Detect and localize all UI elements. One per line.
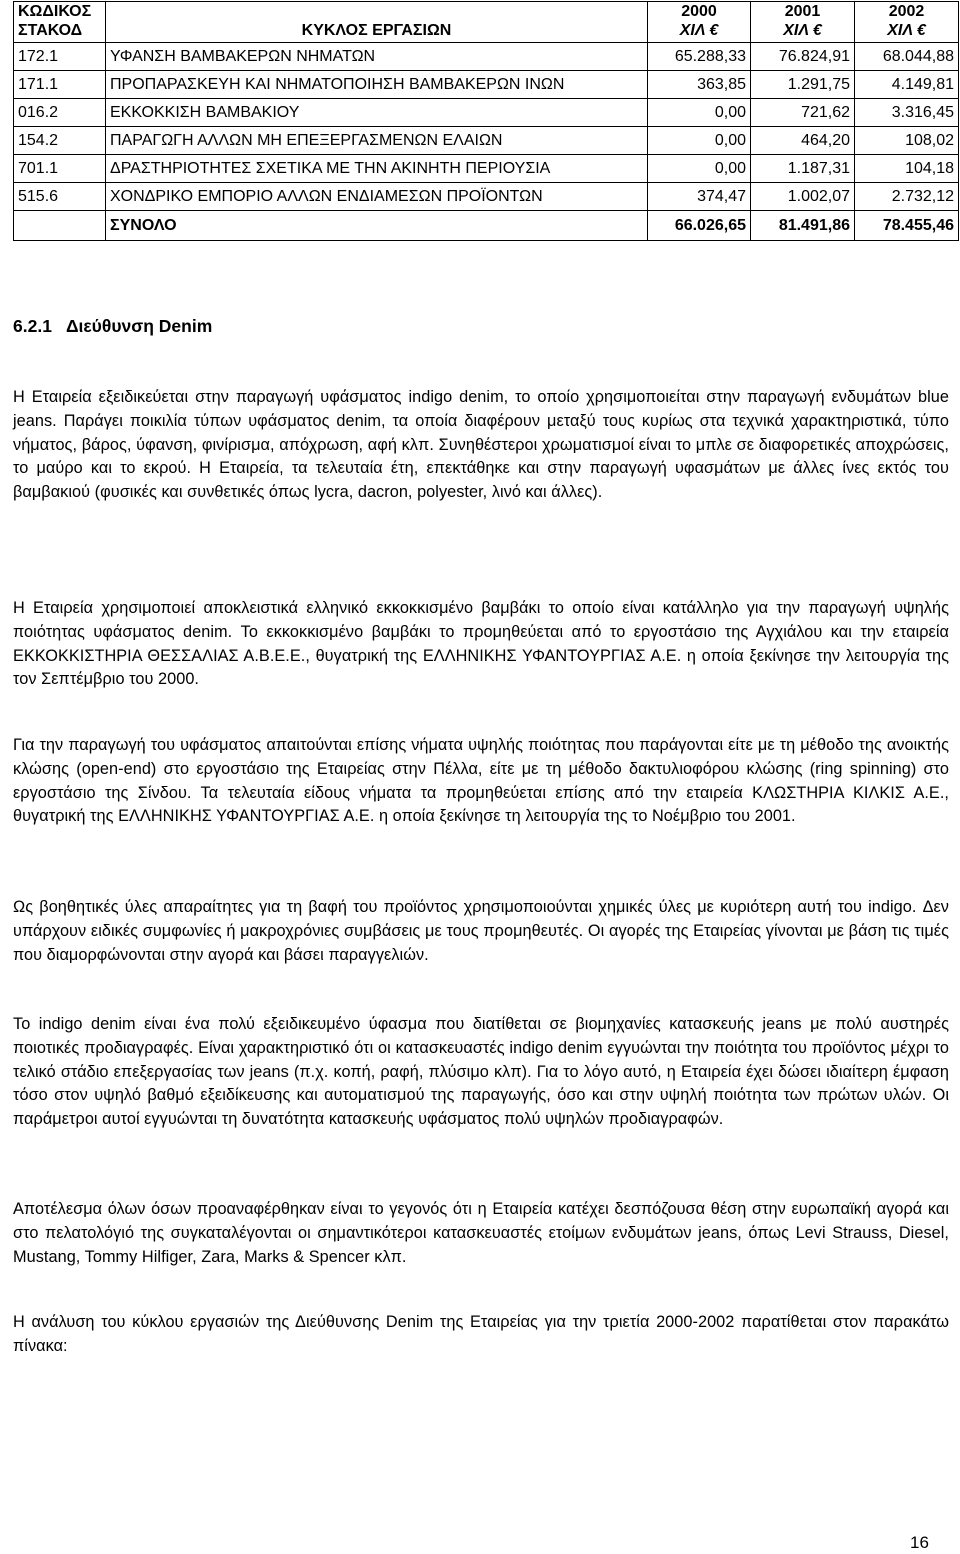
table-row [14,183,959,211]
section-title: Διεύθυνση Denim [65,316,213,336]
header-year-label: 2002 [888,3,925,20]
table-row [14,127,959,155]
row-value-2001: 1.002,07 [751,183,855,211]
row-value-2002: 68.044,88 [855,43,959,71]
paragraph-yarns: Για την παραγωγή του υφάσματος απαιτούνται επίσης νήματα υψηλής ποιότητας που παράγονται είτε με τη μέθοδο της ανοικτής κλώσης (open-end) στο εργοστάσιο της Εταιρείας στην Πέλλα, είτε με τη μέθοδο δακτυλιοφόρου κλώσης (ring spinning) στο εργοστάσιο της Σίνδου. Τα τελευταία είδους νήματα τα προμηθεύεται επίσης από την εταιρεία ΚΛΩΣΤΗΡΙΑ ΚΙΛΚΙΣ Α.Ε., θυγατρική της ΕΛΛΗΝΙΚΗΣ ΥΦΑΝΤΟΥΡΓΙΑΣ Α.Ε. η οποία ξεκίνησε τη λειτουργία της το Νοέμβριο του 2001. [13,736,949,826]
paragraph-quality: Το indigo denim είναι ένα πολύ εξειδικευμένο ύφασμα που διατίθεται σε βιομηχανίες κατασκευής jeans με πολύ αυστηρές ποιοτικές προδιαγραφές. Είναι χαρακτηριστικό ότι οι κατασκευαστές indigo denim εγγυώνται την ποιότητα του προϊόντος μέχρι το τελικό στάδιο επεξεργασίας των jeans (π.χ. κοπή, ραφή, πλύσιμο κλπ). Για το λόγο αυτό, η Εταιρεία έχει δώσει ιδιαίτερη έμφαση τόσο στον υψηλό βαθμό εξειδίκευσης και αυτοματισμού της παραγωγής, όσο και στην υψηλή ποιότητα των πρώτων υλών. Οι παράμετροι αυτοί εγγυώνται τη δυνατότητα κατασκευής υφάσματος πολύ υψηλών προδιαγραφών. [13,1015,949,1129]
row-value-2000: 0,00 [648,155,751,183]
page-number: 16 [910,1533,929,1552]
table-row [14,99,959,127]
row-value-2001: 721,62 [751,99,855,127]
row-description: ΔΡΑΣΤΗΡΙΟΤΗΤΕΣ ΣΧΕΤΙΚΑ ΜΕ ΤΗΝ ΑΚΙΝΗΤΗ ΠΕΡΙΟΥΣΙΑ [106,155,648,183]
total-value-2001: 81.491,86 [751,211,855,241]
total-label: ΣΥΝΟΛΟ [106,211,648,241]
header-unit-label: ΧΙΛ € [887,22,926,39]
table-total-row [14,211,959,241]
row-code: 701.1 [14,155,106,183]
row-value-2002: 104,18 [855,155,959,183]
table-row [14,71,959,99]
header-unit-label: ΧΙΛ € [679,22,719,39]
paragraph-customers: Αποτέλεσμα όλων όσων προαναφέρθηκαν είναι το γεγονός ότι η Εταιρεία κατέχει δεσπόζουσα θέση στην ευρωπαϊκή αγορά και στο πελατολόγιό της συγκαταλέγονται οι σημαντικότεροι κατασκευαστές ετοίμων ενδυμάτων jeans, όπως Levi Strauss, Diesel, Mustang, Tommy Hilfiger, Zara, Marks & Spencer κλπ. [13,1200,949,1266]
row-value-2001: 464,20 [751,127,855,155]
row-value-2000: 65.288,33 [648,43,751,71]
row-description: ΥΦΑΝΣΗ ΒΑΜΒΑΚΕΡΩΝ ΝΗΜΑΤΩΝ [106,43,648,71]
total-value-2002: 78.455,46 [855,211,959,241]
row-value-2000: 363,85 [648,71,751,99]
row-value-2002: 3.316,45 [855,99,959,127]
row-code: 171.1 [14,71,106,99]
row-value-2000: 0,00 [648,99,751,127]
row-description: ΕΚΚΟΚΚΙΣΗ ΒΑΜΒΑΚΙΟΥ [106,99,648,127]
row-value-2002: 108,02 [855,127,959,155]
section-heading [13,316,212,337]
header-code: ΚΩΔΙΚΟΣ ΣΤΑΚΟΔ [14,2,106,43]
header-cycle: ΚΥΚΛΟΣ ΕΡΓΑΣΙΩΝ [106,2,648,43]
header-year-2002 [855,2,959,43]
revenue-table [13,1,959,241]
total-empty-cell [14,211,106,241]
row-value-2001: 1.291,75 [751,71,855,99]
header-year-2001 [751,2,855,43]
total-value-2000: 66.026,65 [648,211,751,241]
section-number: 6.2.1 [13,316,52,336]
header-year-label: 2000 [681,3,717,20]
row-description: ΠΡΟΠΑΡΑΣΚΕΥΗ ΚΑΙ ΝΗΜΑΤΟΠΟΙΗΣΗ ΒΑΜΒΑΚΕΡΩΝ ΙΝΩΝ [106,71,648,99]
row-description: ΠΑΡΑΓΩΓΗ ΑΛΛΩΝ ΜΗ ΕΠΕΞΕΡΓΑΣΜΕΝΩΝ ΕΛΑΙΩΝ [106,127,648,155]
table-header-row [14,2,959,43]
paragraph-table-intro: Η ανάλυση του κύκλου εργασιών της Διεύθυνσης Denim της Εταιρείας για την τριετία 2000-2002 παρατίθεται στον παρακάτω πίνακα: [13,1313,949,1355]
header-year-2000 [648,2,751,43]
row-value-2001: 76.824,91 [751,43,855,71]
row-code: 016.2 [14,99,106,127]
row-code: 172.1 [14,43,106,71]
row-value-2000: 374,47 [648,183,751,211]
row-value-2002: 4.149,81 [855,71,959,99]
paragraph-products: Η Εταιρεία εξειδικεύεται στην παραγωγή υφάσματος indigo denim, το οποίο χρησιμοποιείται στην παραγωγή ενδυμάτων blue jeans. Παράγει ποικιλία τύπων υφάσματος denim, τα οποία διαφέρουν μεταξύ τους κυρίως στα τεχνικά χαρακτηριστικά, τύπο νήματος, βάρος, ύφανση, φινίρισμα, απόχρωση, αφή κλπ. Συνηθέστεροι χρωματισμοί είναι το μπλε σε διαφορετικές αποχρώσεις, το μαύρο και το εκρού. Η Εταιρεία, τα τελευταία έτη, επεκτάθηκε και στην παραγωγή υφασμάτων με άλλες ίνες εκτός του βαμβακιού (φυσικές και συνθετικές όπως lycra, dacron, polyester, λινό και άλλες). [13,388,949,502]
table-row [14,43,959,71]
table-row [14,155,959,183]
row-value-2002: 2.732,12 [855,183,959,211]
row-code: 154.2 [14,127,106,155]
row-code: 515.6 [14,183,106,211]
row-description: ΧΟΝΔΡΙΚΟ ΕΜΠΟΡΙΟ ΑΛΛΩΝ ΕΝΔΙΑΜΕΣΩΝ ΠΡΟΪΟΝΤΩΝ [106,183,648,211]
paragraph-cotton: Η Εταιρεία χρησιμοποιεί αποκλειστικά ελληνικό εκκοκκισμένο βαμβάκι το οποίο είναι κατάλληλο για την παραγωγή υψηλής ποιότητας υφάσματος denim. Το εκκοκκισμένο βαμβάκι το προμηθεύεται από το εργοστάσιο της Αγχιάλου και την εταιρεία ΕΚΚΟΚΚΙΣΤΗΡΙΑ ΘΕΣΣΑΛΙΑΣ Α.Β.Ε.Ε., θυγατρική της ΕΛΛΗΝΙΚΗΣ ΥΦΑΝΤΟΥΡΓΙΑΣ Α.Ε. η οποία ξεκίνησε την λειτουργία της τον Σεπτέμβριο του 2000. [13,599,949,689]
row-value-2001: 1.187,31 [751,155,855,183]
paragraph-auxiliary-materials: Ως βοηθητικές ύλες απαραίτητες για τη βαφή του προϊόντος χρησιμοποιούνται χημικές ύλες με κυριότερη αυτή του indigo. Δεν υπάρχουν ειδικές συμφωνίες ή μακροχρόνιες συμβάσεις με τους προμηθευτές. Οι αγορές της Εταιρείας γίνονται με βάση τις τιμές που διαμορφώνονται στην αγορά και βάσει παραγγελιών. [13,898,949,964]
header-unit-label: ΧΙΛ € [783,22,822,39]
header-year-label: 2001 [784,3,821,20]
row-value-2000: 0,00 [648,127,751,155]
